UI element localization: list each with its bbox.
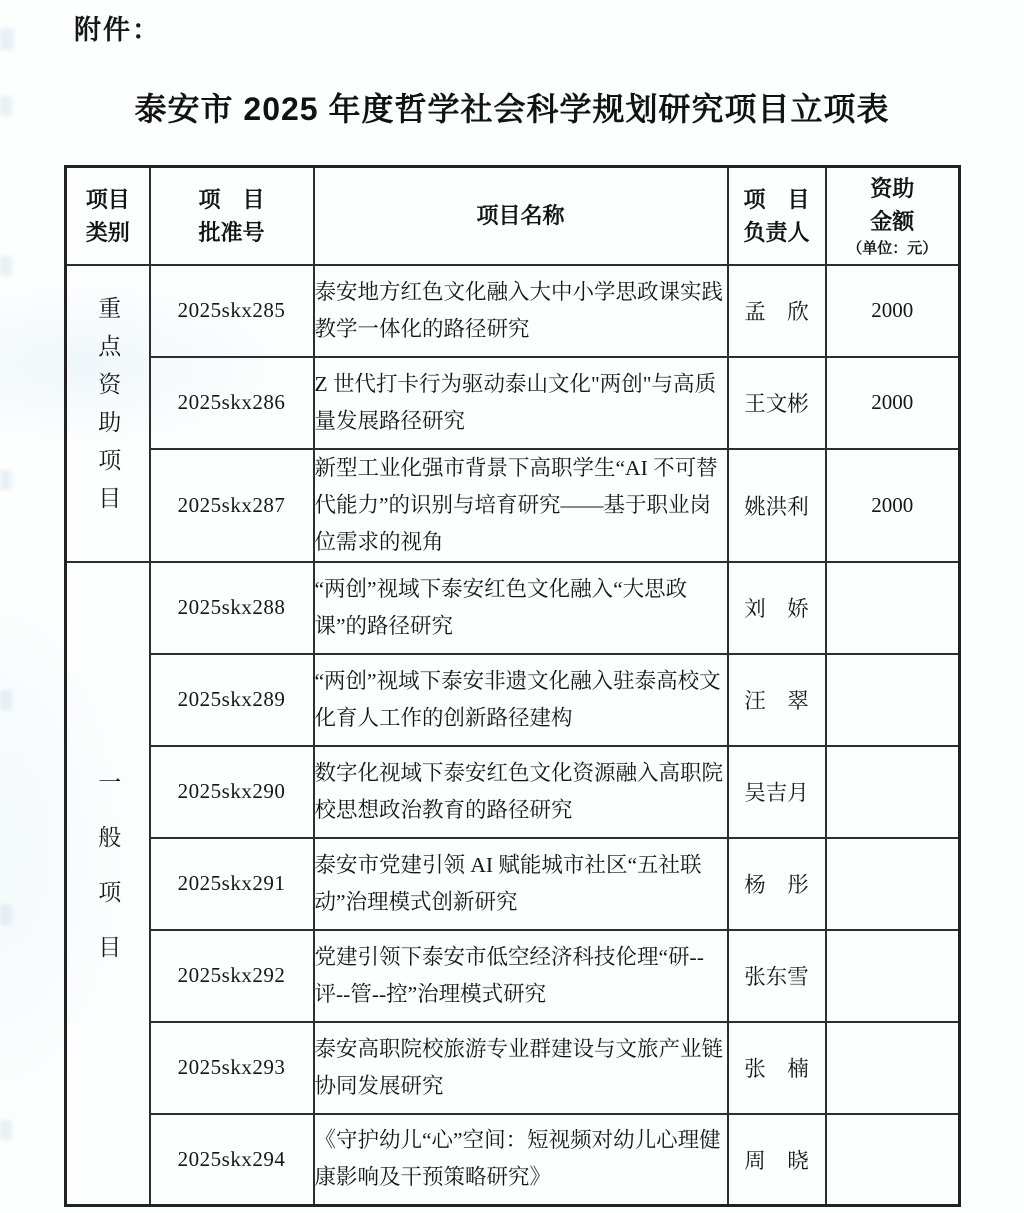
approval-number: 2025skx288 <box>150 562 314 654</box>
table-row <box>66 562 960 654</box>
header-category <box>66 167 150 265</box>
header-category-line2: 类别 <box>85 219 130 245</box>
page-title: 泰安市 2025 年度哲学社会科学规划研究项目立项表 <box>134 91 890 127</box>
header-project-name: 项目名称 <box>314 167 728 265</box>
project-name: 泰安地方红色文化融入大中小学思政课实践教学一体化的路径研究 <box>314 265 728 357</box>
table-row <box>66 930 960 1022</box>
scan-artifact <box>0 690 12 710</box>
category-cell <box>66 562 150 1206</box>
table-body <box>66 265 960 1206</box>
table-row <box>66 1114 960 1206</box>
header-leader <box>728 167 826 265</box>
project-leader: 姚洪利 <box>728 449 826 562</box>
header-approval-no <box>150 167 314 265</box>
project-leader: 张 楠 <box>728 1022 826 1114</box>
table-row <box>66 654 960 746</box>
project-name: 泰安市党建引领 AI 赋能城市社区“五社联动”治理模式创新研究 <box>314 838 728 930</box>
table-row <box>66 1022 960 1114</box>
projects-table <box>64 165 961 1207</box>
header-amount-line1: 资助 <box>870 175 915 201</box>
table-row <box>66 746 960 838</box>
project-leader: 孟 欣 <box>728 265 826 357</box>
approval-number: 2025skx290 <box>150 746 314 838</box>
funding-amount <box>826 746 960 838</box>
header-row <box>66 167 960 265</box>
header-approval-line1: 项 目 <box>198 186 265 212</box>
scan-artifact <box>0 470 12 490</box>
header-leader-line2: 负责人 <box>743 219 810 245</box>
funding-amount <box>826 1022 960 1114</box>
project-name: 泰安高职院校旅游专业群建设与文旅产业链协同发展研究 <box>314 1022 728 1114</box>
project-leader: 吴吉月 <box>728 746 826 838</box>
project-leader: 汪 翠 <box>728 654 826 746</box>
funding-amount <box>826 930 960 1022</box>
category-label: 一般项目 <box>95 770 121 991</box>
approval-number: 2025skx285 <box>150 265 314 357</box>
table-row <box>66 265 960 357</box>
attachment-label: 附件： <box>74 15 161 45</box>
approval-number: 2025skx286 <box>150 357 314 449</box>
approval-number: 2025skx291 <box>150 838 314 930</box>
project-leader: 王文彬 <box>728 357 826 449</box>
category-cell <box>66 265 150 562</box>
project-name: 新型工业化强市背景下高职学生“AI 不可替代能力”的识别与培育研究——基于职业岗位需求的视角 <box>314 449 728 562</box>
header-amount <box>826 167 960 265</box>
project-name: “两创”视域下泰安非遗文化融入驻泰高校文化育人工作的创新路径建构 <box>314 654 728 746</box>
funding-amount <box>826 838 960 930</box>
approval-number: 2025skx294 <box>150 1114 314 1206</box>
header-leader-line1: 项 目 <box>743 186 810 212</box>
category-label: 重点资助项目 <box>95 296 121 524</box>
funding-amount: 2000 <box>826 265 960 357</box>
project-name: 党建引领下泰安市低空经济科技伦理“研--评--管--控”治理模式研究 <box>314 930 728 1022</box>
scan-artifact <box>0 28 14 50</box>
funding-amount <box>826 654 960 746</box>
header-amount-unit: （单位：元） <box>847 239 938 257</box>
header-approval-line2: 批准号 <box>198 219 265 245</box>
project-leader: 刘 娇 <box>728 562 826 654</box>
header-amount-line2: 金额 <box>870 208 915 234</box>
project-leader: 周 晓 <box>728 1114 826 1206</box>
funding-amount: 2000 <box>826 357 960 449</box>
approval-number: 2025skx292 <box>150 930 314 1022</box>
approval-number: 2025skx289 <box>150 654 314 746</box>
table-row <box>66 357 960 449</box>
table-row <box>66 449 960 562</box>
funding-amount <box>826 562 960 654</box>
project-name: 《守护幼儿“心”空间：短视频对幼儿心理健康影响及干预策略研究》 <box>314 1114 728 1206</box>
scan-artifact <box>0 256 12 276</box>
approval-number: 2025skx293 <box>150 1022 314 1114</box>
approval-number: 2025skx287 <box>150 449 314 562</box>
scan-artifact <box>0 1120 12 1140</box>
funding-amount <box>826 1114 960 1206</box>
project-name: “两创”视域下泰安红色文化融入“大思政课”的路径研究 <box>314 562 728 654</box>
table-row <box>66 838 960 930</box>
project-leader: 杨 彤 <box>728 838 826 930</box>
project-name: 数字化视域下泰安红色文化资源融入高职院校思想政治教育的路径研究 <box>314 746 728 838</box>
project-leader: 张东雪 <box>728 930 826 1022</box>
scan-artifact <box>0 905 12 925</box>
project-name: Z 世代打卡行为驱动泰山文化"两创"与高质量发展路径研究 <box>314 357 728 449</box>
header-category-line1: 项目 <box>85 186 130 212</box>
funding-amount: 2000 <box>826 449 960 562</box>
